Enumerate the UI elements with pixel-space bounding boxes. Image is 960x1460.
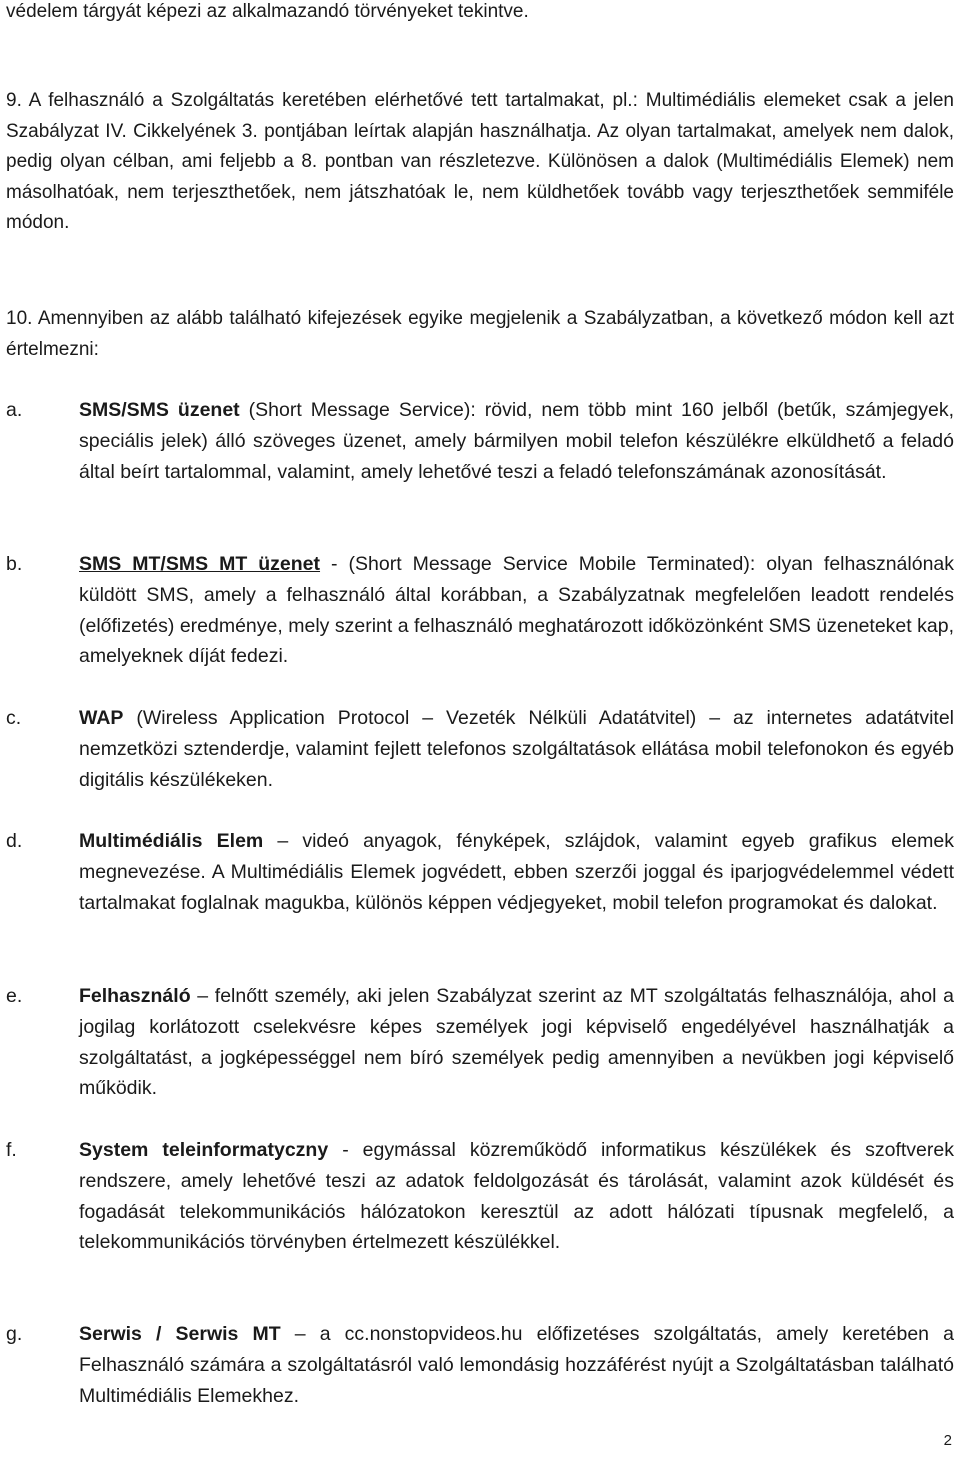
definition-letter: b. — [6, 553, 23, 575]
definition-g — [6, 1319, 954, 1411]
definition-term: WAP — [79, 707, 124, 729]
definition-term: SMS MT/SMS MT üzenet — [79, 553, 321, 575]
definition-text — [79, 826, 954, 918]
definition-term: System teleinformatyczny — [79, 1139, 329, 1161]
definition-text — [79, 549, 954, 672]
paragraph-intro: védelem tárgyát képezi az alkalmazandó törvényeket tekintve. — [6, 1, 529, 22]
definition-d — [6, 826, 954, 918]
definition-rest: (Wireless Application Protocol – Vezeték Nélküli Adatátvitel) – az internetes adatátvitel nemzetközi sztenderdje, valamint fejlett telefonos szolgáltatások ellátása mobil telefonokon és egyéb digitális készülékeken. — [79, 707, 954, 791]
definition-term: Serwis / Serwis MT — [79, 1323, 281, 1345]
definition-rest: – felnőtt személy, aki jelen Szabályzat szerint az MT szolgáltatás felhasználója, ahol a jogilag korlátozott cselekvésre képes személyek jogi képviselő engedélyével használhatják a szolgáltatást, a jogképességgel nem bíró személyek pedig amennyiben a nevükben jogi képviselő működik. — [79, 985, 954, 1100]
definition-rest: - egymással közreműködő informatikus készülékek és szoftverek rendszere, amely lehetővé teszi az adatok feldolgozását és tárolását, valamint azok küldését és fogadását telekommunikációs hálózatokon keresztül az adott hálózati típusnak megfelelő, a telekommunikációs törvényben értelmezett készülékkel. — [79, 1139, 954, 1254]
paragraph-10: 10. Amennyiben az alább található kifejezések egyike megjelenik a Szabályzatban, a következő módon kell azt értelmezni: — [6, 308, 954, 360]
definition-text — [79, 703, 954, 795]
definition-text — [79, 395, 954, 487]
definition-letter: a. — [6, 399, 23, 421]
definition-a — [6, 395, 954, 487]
definition-letter: g. — [6, 1323, 23, 1345]
definition-rest: (Short Message Service): rövid, nem több mint 160 jelből (betűk, számjegyek, speciális jelek) álló szöveges üzenet, amely bármilyen mobil telefon készülékre elküldhető a feladó által beírt tartalommal, valamint, amely lehetővé teszi a feladó telefonszámának azonosítását. — [79, 399, 955, 483]
definition-rest: - (Short Message Service Mobile Terminated): olyan felhasználónak küldött SMS, amely a felhasználó által korábban, a Szabályzatnak megfelelően leadott rendelés (előfizetés) eredménye, mely szerint a felhasználó meghatározott időközönként SMS üzeneteket kap, amelyeknek díját fedezi. — [79, 553, 955, 668]
definition-f — [6, 1135, 954, 1258]
definition-letter: d. — [6, 830, 23, 852]
definition-text — [79, 1319, 954, 1411]
definition-letter: c. — [6, 707, 22, 729]
definition-b — [6, 549, 954, 672]
definition-term: SMS/SMS üzenet — [79, 399, 240, 421]
definition-term: Felhasználó — [79, 985, 191, 1007]
page-number: 2 — [943, 1432, 952, 1449]
definition-c — [6, 703, 954, 795]
definition-text — [79, 981, 954, 1104]
definition-text — [79, 1135, 954, 1258]
definition-rest: – videó anyagok, fényképek, szlájdok, valamint egyeb grafikus elemek megnevezése. A Multimédiális Elemek jogvédett, ebben szerzői joggal és iparjogvédelemmel védett tartalmakat foglalnak magukba, különös képpen védjegyeket, mobil telefon programokat és dalokat. — [79, 830, 954, 914]
definition-rest: – a cc.nonstopvideos.hu előfizetéses szolgáltatás, amely keretében a Felhasználó számára a szolgáltatásról való lemondásig hozzáférést nyújt a Szolgáltatásban található Multimédiális Elemekhez. — [79, 1323, 954, 1407]
paragraph-9: 9. A felhasználó a Szolgáltatás keretében elérhetővé tett tartalmakat, pl.: Multimédiális elemeket csak a jelen Szabályzat IV. Cikkelyének 3. pontjában leírtak alapján használhatja. Az olyan tartalmakat, amelyek nem dalok, pedig olyan célban, ami feljebb a 8. pontban van részletezve. Különösen a dalok (Multimédiális Elemek) nem másolhatóak, nem terjeszthetőek, nem játszhatóak le, nem küldhetőek tovább vagy terjeszthetőek semmiféle módon. — [6, 90, 954, 233]
definition-letter: f. — [6, 1139, 17, 1161]
definition-term: Multimédiális Elem — [79, 830, 264, 852]
definition-letter: e. — [6, 985, 23, 1007]
definition-e — [6, 981, 954, 1104]
